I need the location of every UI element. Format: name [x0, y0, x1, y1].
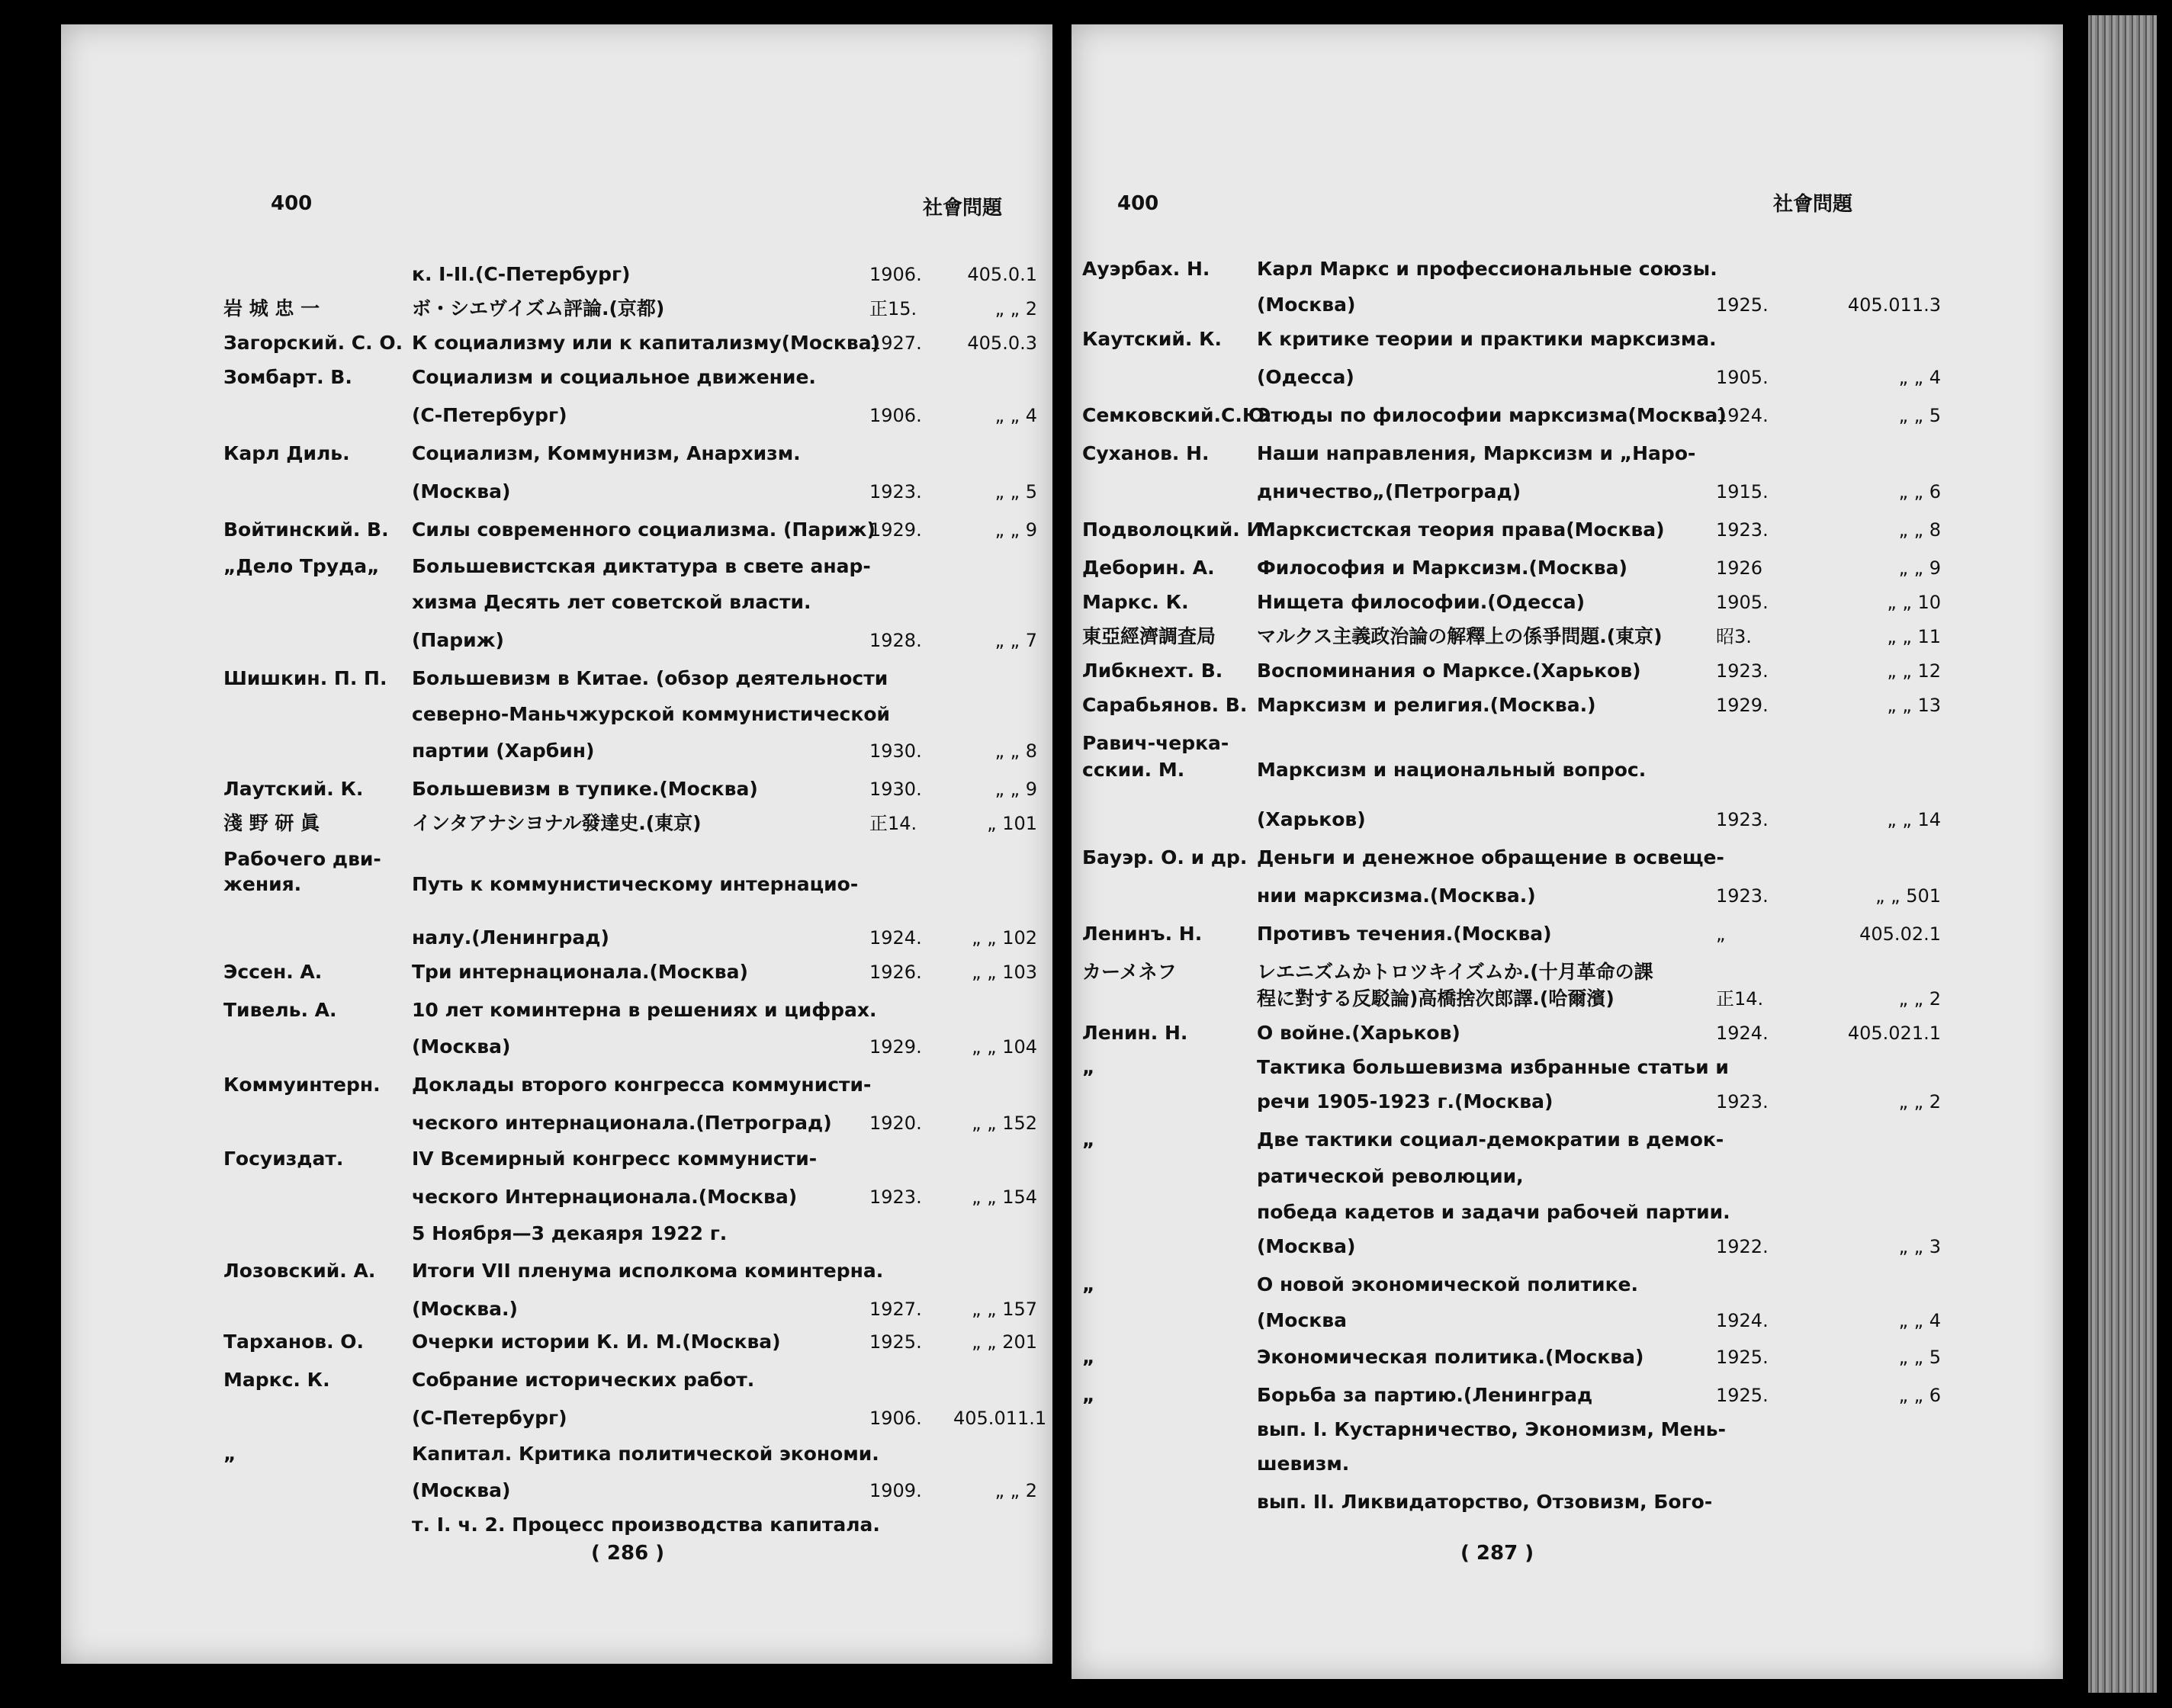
entry-title: インタアナシヨナル發達史.(東京) [412, 812, 702, 834]
catalog-entry [1072, 1050, 2063, 1085]
catalog-entry [61, 512, 1052, 547]
entry-title: речи 1905-1923 г.(Москва) [1257, 1090, 1553, 1112]
page-footer: ( 287 ) [1460, 1542, 1534, 1565]
entry-code: „ „ 501 [1875, 885, 1941, 907]
entry-author: „ [1082, 1384, 1095, 1406]
entry-year: 1920. [869, 1112, 922, 1134]
entry-title: Противъ течения.(Москва) [1257, 923, 1552, 945]
entry-year: 1905. [1716, 592, 1769, 613]
entry-author: 岩 城 忠 一 [223, 297, 320, 319]
catalog-entry [1072, 619, 2063, 654]
entry-author: 淺 野 研 眞 [223, 812, 320, 834]
catalog-entry [1072, 1195, 2063, 1230]
entry-code: „ 101 [987, 813, 1037, 834]
catalog-entry [1072, 878, 2063, 913]
entry-author: „Дело Труда„ [223, 555, 380, 577]
entry-title: нии марксизма.(Москва.) [1257, 884, 1536, 907]
entry-year: 1925. [1716, 1347, 1769, 1368]
entry-title: (С-Петербург) [412, 1407, 567, 1429]
entry-year: 正14. [869, 813, 917, 834]
catalog-entry [61, 1473, 1052, 1508]
entry-year: 1906. [869, 405, 922, 426]
catalog-entry [61, 1437, 1052, 1472]
catalog-entry [1072, 398, 2063, 433]
entry-title: О новой экономической политике. [1257, 1273, 1638, 1295]
entry-code: „ „ 152 [972, 1112, 1037, 1134]
section-title: 社會問題 [1773, 193, 1853, 216]
book-page-edge [2088, 15, 2157, 1693]
entry-year: 1923. [869, 481, 922, 502]
entry-code: 405.011.3 [1847, 294, 1941, 316]
catalog-entry [1072, 360, 2063, 395]
entry-title: Большевизм в Китае. (обзор деятельности [412, 667, 888, 689]
entry-year: 昭3. [1716, 626, 1752, 647]
catalog-entry [61, 697, 1052, 732]
entry-title: Деньги и денежное обращение в освеще- [1257, 846, 1724, 868]
entry-year: 正14. [1716, 988, 1764, 1010]
entry-author: Госуиздат. [223, 1148, 344, 1170]
entry-author: „ [1082, 1346, 1095, 1368]
entry-title: партии (Харбин) [412, 740, 595, 762]
entry-title: Большевистская диктатура в свете анар- [412, 555, 871, 577]
entry-author: Эссен. А. [223, 961, 323, 983]
catalog-entry [1072, 1378, 2063, 1413]
entry-author: Ауэрбах. Н. [1082, 258, 1210, 280]
entry-title: Марксизм и национальный вопрос. [1257, 759, 1647, 781]
catalog-entry [1072, 1122, 2063, 1157]
entry-title: (Москва) [412, 1035, 511, 1058]
entry-author: Зомбарт. В. [223, 366, 352, 388]
entry-title: вып. II. Ликвидаторство, Отзовизм, Бого- [1257, 1491, 1713, 1513]
entry-code: „ „ 104 [972, 1036, 1037, 1058]
catalog-entry [61, 360, 1052, 395]
entry-author: „ [1082, 1273, 1095, 1295]
entry-title: 5 Ноября—3 декаяря 1922 г. [412, 1222, 728, 1244]
entry-author: Карл Диль. [223, 442, 350, 464]
entry-author: Коммуинтерн. [223, 1074, 381, 1096]
catalog-entry [61, 257, 1052, 292]
catalog-entry [61, 1507, 1052, 1543]
entry-year: 1923. [1716, 885, 1769, 907]
entry-code: „ „ 12 [1887, 660, 1941, 682]
catalog-entry [61, 1141, 1052, 1177]
entry-title: Доклады второго конгресса коммунисти- [412, 1074, 872, 1096]
entry-year: 1929. [869, 1036, 922, 1058]
entry-year: 1909. [869, 1480, 922, 1501]
catalog-entry [61, 1292, 1052, 1327]
entry-year: 1924. [1716, 405, 1769, 426]
entry-code: „ „ 2 [994, 298, 1037, 319]
entry-author: カーメネフ [1082, 961, 1177, 983]
entry-code: „ „ 14 [1887, 809, 1941, 830]
entry-year: 1922. [1716, 1236, 1769, 1257]
entry-code: 405.011.1 [953, 1408, 1047, 1429]
entry-code: „ „ 102 [972, 927, 1037, 949]
entry-author: жения. [223, 873, 302, 895]
page-footer: ( 286 ) [591, 1542, 665, 1565]
entry-title: Нищета философии.(Одесса) [1257, 591, 1585, 613]
entry-code: „ „ 8 [1898, 519, 1941, 541]
entry-title: Социализм, Коммунизм, Анархизм. [412, 442, 801, 464]
catalog-entry [61, 1180, 1052, 1215]
entry-code: 405.0.3 [967, 332, 1037, 354]
catalog-entry [1072, 1229, 2063, 1264]
entry-author: „ [1082, 1056, 1095, 1078]
catalog-entry [61, 772, 1052, 807]
entry-author: „ [1082, 1128, 1095, 1151]
entry-author: Сарабьянов. В. [1082, 694, 1248, 716]
entry-code: „ „ 9 [994, 779, 1037, 800]
entry-author: „ [223, 1443, 236, 1465]
entry-title: Три интернационала.(Москва) [412, 961, 748, 983]
entry-code: „ „ 7 [994, 630, 1037, 651]
catalog-entry [61, 1401, 1052, 1436]
entry-author: Ленинъ. Н. [1082, 923, 1203, 945]
catalog-entry [1072, 1016, 2063, 1051]
entry-year: „ [1716, 923, 1726, 945]
catalog-entry [1072, 1340, 2063, 1375]
entry-year: 1905. [1716, 367, 1769, 388]
entry-title: Марксизм и религия.(Москва.) [1257, 694, 1596, 716]
entry-author: Либкнехт. В. [1082, 660, 1223, 682]
catalog-entry [1072, 436, 2063, 471]
entry-code: „ „ 201 [972, 1331, 1037, 1353]
left-page [61, 24, 1052, 1664]
catalog-entry [61, 1363, 1052, 1398]
catalog-entry [61, 955, 1052, 990]
catalog-entry [61, 661, 1052, 696]
entry-author: Деборин. А. [1082, 557, 1215, 579]
entry-title: (Москва [1257, 1309, 1347, 1331]
entry-title: шевизм. [1257, 1453, 1350, 1475]
entry-title: ボ・シエヴイズム評論.(京都) [412, 297, 665, 319]
catalog-entry [1072, 688, 2063, 723]
entry-author: Семковский.С.Ю. [1082, 404, 1272, 426]
entry-code: „ „ 5 [994, 481, 1037, 502]
entry-year: 1926 [1716, 557, 1763, 579]
catalog-entry [61, 326, 1052, 361]
entry-code: „ „ 157 [972, 1299, 1037, 1320]
entry-title: Силы современного социализма. (Париж) [412, 518, 876, 541]
catalog-entry [61, 585, 1052, 620]
entry-title: IV Всемирный конгресс коммунисти- [412, 1148, 818, 1170]
entry-title: Капитал. Критика политической экономи. [412, 1443, 879, 1465]
catalog-entry [1072, 1485, 2063, 1520]
entry-year: 1915. [1716, 481, 1769, 502]
entry-title: К социализму или к капитализму(Москва) [412, 332, 881, 354]
entry-year: 1906. [869, 264, 922, 285]
catalog-entry [61, 993, 1052, 1028]
entry-title: Экономическая политика.(Москва) [1257, 1346, 1644, 1368]
entry-year: 1926. [869, 962, 922, 983]
entry-title: дничество„(Петроград) [1257, 480, 1521, 502]
entry-author: Рабочего дви- [223, 848, 381, 870]
entry-title: налу.(Ленинград) [412, 926, 609, 949]
entry-title: マルクス主義政治論の解釋上の係爭問題.(東京) [1257, 625, 1663, 647]
entry-title: (С-Петербург) [412, 404, 567, 426]
catalog-entry [61, 1216, 1052, 1251]
catalog-entry [61, 1029, 1052, 1064]
entry-title: О войне.(Харьков) [1257, 1022, 1460, 1044]
entry-code: „ „ 4 [994, 405, 1037, 426]
entry-title: Марксистская теория права(Москва) [1257, 518, 1665, 541]
entry-title: Философия и Марксизм.(Москва) [1257, 557, 1627, 579]
entry-title: (Москва) [1257, 294, 1356, 316]
entry-code: „ „ 4 [1898, 1310, 1941, 1331]
entry-title: Две тактики социал-демократии в демок- [1257, 1128, 1724, 1151]
catalog-entry [61, 1106, 1052, 1141]
catalog-entry [61, 734, 1052, 769]
entry-author: Тивель. А. [223, 999, 337, 1021]
catalog-entry [1072, 1084, 2063, 1119]
catalog-entry [1072, 753, 2063, 788]
entry-year: 1928. [869, 630, 922, 651]
entry-code: „ „ 4 [1898, 367, 1941, 388]
entry-code: „ „ 6 [1898, 481, 1941, 502]
entry-title: (Москва.) [412, 1298, 518, 1320]
entry-title: (Одесса) [1257, 366, 1354, 388]
catalog-entry [1072, 1159, 2063, 1194]
entry-author: сскии. М. [1082, 759, 1185, 781]
catalog-entry [61, 549, 1052, 584]
entry-title: ческого интернационала.(Петроград) [412, 1112, 832, 1134]
entry-title: Очерки истории К. И. М.(Москва) [412, 1331, 781, 1353]
entry-title: 程に對する反駁論)高橋捨次郎譯.(哈爾濱) [1257, 987, 1615, 1010]
catalog-entry [1072, 653, 2063, 689]
entry-code: „ „ 2 [1898, 1091, 1941, 1112]
catalog-entry [1072, 585, 2063, 620]
entry-author: Маркс. К. [223, 1369, 330, 1391]
entry-title: (Москва) [1257, 1235, 1356, 1257]
entry-title: Наши направления, Марксизм и „Наро- [1257, 442, 1696, 464]
catalog-entry [61, 398, 1052, 433]
entry-title: Итоги VII пленума исполкома коминтерна. [412, 1260, 884, 1282]
entry-code: 405.021.1 [1847, 1023, 1941, 1044]
catalog-entry [61, 1324, 1052, 1360]
entry-title: победа кадетов и задачи рабочей партии. [1257, 1201, 1730, 1223]
entry-title: Большевизм в тупике.(Москва) [412, 778, 758, 800]
catalog-entry [61, 867, 1052, 902]
catalog-entry [1072, 802, 2063, 837]
entry-code: „ „ 2 [994, 1480, 1037, 1501]
right-page [1072, 24, 2063, 1679]
entry-author: Ленин. Н. [1082, 1022, 1188, 1044]
entry-author: Войтинский. В. [223, 518, 389, 541]
entry-year: 1925. [1716, 1385, 1769, 1406]
entry-title: 10 лет коминтерна в решениях и цифрах. [412, 999, 877, 1021]
catalog-entry [61, 920, 1052, 955]
entry-year: 1923. [1716, 809, 1769, 830]
entry-year: 1927. [869, 1299, 922, 1320]
entry-code: „ „ 8 [994, 740, 1037, 762]
entry-code: „ „ 10 [1887, 592, 1941, 613]
entry-code: 405.02.1 [1859, 923, 1941, 945]
catalog-entry [1072, 1446, 2063, 1482]
catalog-entry [1072, 917, 2063, 952]
entry-title: Собрание исторических работ. [412, 1369, 755, 1391]
entry-year: 1924. [869, 927, 922, 949]
entry-code: „ „ 2 [1898, 988, 1941, 1010]
entry-year: 1929. [1716, 695, 1769, 716]
entry-year: 1927. [869, 332, 922, 354]
catalog-entry [1072, 287, 2063, 323]
catalog-entry [1072, 474, 2063, 509]
entry-author: Подволоцкий. И. [1082, 518, 1270, 541]
catalog-entry [1072, 1412, 2063, 1447]
entry-year: 1924. [1716, 1310, 1769, 1331]
catalog-entry [61, 1254, 1052, 1289]
entry-code: 405.0.1 [967, 264, 1037, 285]
entry-code: „ „ 6 [1898, 1385, 1941, 1406]
entry-title: ратической революции, [1257, 1165, 1524, 1187]
entry-title: レエニズムかトロツキイズムか.(十月革命の課 [1257, 961, 1653, 983]
catalog-entry [61, 1068, 1052, 1103]
entry-title: Путь к коммунистическому интернацио- [412, 873, 859, 895]
entry-year: 1923. [1716, 519, 1769, 541]
entry-title: (Париж) [412, 629, 504, 651]
entry-code: „ „ 5 [1898, 405, 1941, 426]
entry-title: т. I. ч. 2. Процесс производства капитала. [412, 1514, 880, 1536]
entry-title: Тактика большевизма избранные статьи и [1257, 1056, 1729, 1078]
entry-code: „ „ 5 [1898, 1347, 1941, 1368]
entry-author: Лозовский. А. [223, 1260, 376, 1282]
catalog-entry [1072, 840, 2063, 875]
entry-author: Бауэр. О. и др. [1082, 846, 1248, 868]
entry-title: ческого Интернационала.(Москва) [412, 1186, 798, 1208]
section-title: 社會問題 [923, 197, 1003, 220]
catalog-entry [1072, 512, 2063, 547]
entry-author: Равич-черка- [1082, 732, 1229, 754]
entry-author: Шишкин. П. П. [223, 667, 387, 689]
entry-title: северно-Маньчжурской коммунистической [412, 703, 891, 725]
entry-title: (Харьков) [1257, 808, 1366, 830]
entry-year: 1924. [1716, 1023, 1769, 1044]
catalog-entry [1072, 252, 2063, 287]
entry-year: 1923. [1716, 660, 1769, 682]
catalog-entry [61, 806, 1052, 841]
entry-year: 正15. [869, 298, 917, 319]
entry-year: 1925. [1716, 294, 1769, 316]
entry-title: Борьба за партию.(Ленинград [1257, 1384, 1593, 1406]
page-number: 400 [1117, 192, 1159, 215]
entry-year: 1930. [869, 779, 922, 800]
catalog-entry [1072, 981, 2063, 1016]
entry-title: Социализм и социальное движение. [412, 366, 816, 388]
entry-year: 1923. [1716, 1091, 1769, 1112]
entry-title: К критике теории и практики марксизма. [1257, 328, 1717, 350]
entry-author: Маркс. К. [1082, 591, 1189, 613]
entry-author: Тарханов. О. [223, 1331, 365, 1353]
catalog-entry [1072, 322, 2063, 357]
entry-title: (Москва) [412, 1479, 511, 1501]
catalog-entry [1072, 551, 2063, 586]
entry-year: 1930. [869, 740, 922, 762]
entry-author: Каутский. К. [1082, 328, 1223, 350]
catalog-entry [1072, 1267, 2063, 1302]
entry-year: 1906. [869, 1408, 922, 1429]
catalog-entry [61, 436, 1052, 471]
entry-title: Карл Маркс и профессиональные союзы. [1257, 258, 1717, 280]
entry-author: Лаутский. К. [223, 778, 364, 800]
entry-code: „ „ 11 [1887, 626, 1941, 647]
entry-author: Загорский. С. О. [223, 332, 403, 354]
entry-title: Этюды по философии марксизма(Москва) [1257, 404, 1727, 426]
catalog-entry [61, 474, 1052, 509]
catalog-entry [61, 623, 1052, 658]
catalog-entry [61, 291, 1052, 326]
entry-code: „ „ 9 [1898, 557, 1941, 579]
entry-title: к. I-II.(С-Петербург) [412, 263, 631, 285]
entry-year: 1925. [869, 1331, 922, 1353]
entry-title: хизма Десять лет советской власти. [412, 591, 811, 613]
catalog-entry [1072, 1303, 2063, 1338]
entry-title: (Москва) [412, 480, 511, 502]
entry-code: „ „ 3 [1898, 1236, 1941, 1257]
entry-year: 1929. [869, 519, 922, 541]
entry-code: „ „ 154 [972, 1186, 1037, 1208]
entry-author: Суханов. Н. [1082, 442, 1210, 464]
entry-code: „ „ 9 [994, 519, 1037, 541]
entry-title: вып. I. Кустарничество, Экономизм, Мень- [1257, 1418, 1726, 1440]
page-number: 400 [271, 192, 313, 215]
entry-code: „ „ 13 [1887, 695, 1941, 716]
entry-title: Воспоминания о Марксе.(Харьков) [1257, 660, 1641, 682]
entry-author: 東亞經濟調査局 [1082, 625, 1216, 647]
entry-code: „ „ 103 [972, 962, 1037, 983]
entry-year: 1923. [869, 1186, 922, 1208]
